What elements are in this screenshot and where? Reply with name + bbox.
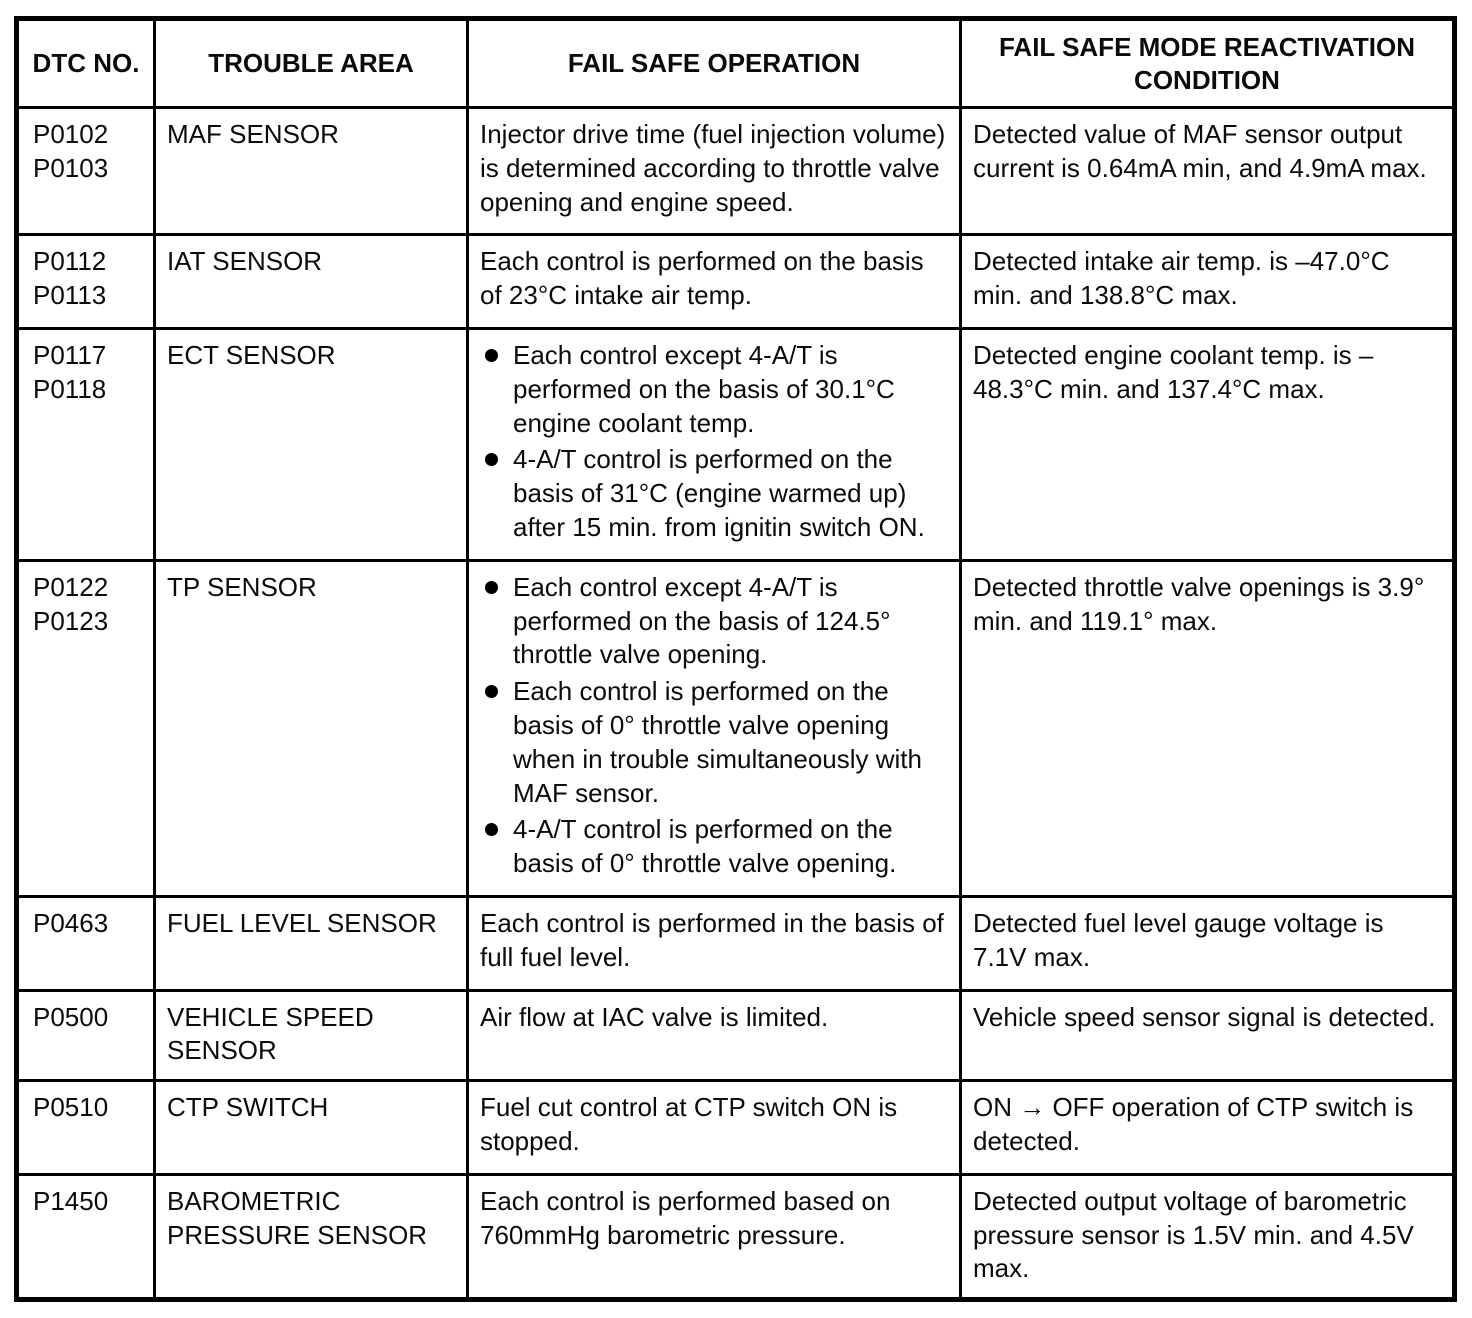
trouble-area-cell: CTP SWITCH <box>155 1081 468 1175</box>
operation-item-text: 4-A/T control is performed on the basis of 0° throttle valve opening. <box>513 814 897 879</box>
dtc-code: P0123 <box>33 605 109 636</box>
operation-item-text: Air flow at IAC valve is limited. <box>480 1001 829 1032</box>
reactivation-cell: Detected throttle valve openings is 3.9° min. and 119.1° max. <box>961 560 1455 896</box>
trouble-area-cell: MAF SENSOR <box>155 108 468 235</box>
operation-item <box>480 675 948 810</box>
reactivation-cell: Detected output voltage of barometric pressure sensor is 1.5V min. and 4.5V max. <box>961 1174 1455 1299</box>
dtc-cell <box>17 108 155 235</box>
header-reactivation-condition: FAIL SAFE MODE REACTIVATION CONDITION <box>961 19 1455 108</box>
reactivation-cell: Vehicle speed sensor signal is detected. <box>961 990 1455 1081</box>
header-trouble-area: TROUBLE AREA <box>155 19 468 108</box>
operation-item-text: Each control is performed based on 760mmHg barometric pressure. <box>480 1185 891 1250</box>
header-dtc-no: DTC NO. <box>17 19 155 108</box>
dtc-code: P0102 <box>33 119 109 149</box>
operation-item <box>480 813 948 881</box>
bullet-icon <box>485 349 498 362</box>
reactivation-cell: Detected fuel level gauge voltage is 7.1V max. <box>961 896 1455 990</box>
trouble-area-cell: IAT SENSOR <box>155 235 468 329</box>
operation-item-text: Each control except 4-A/T is performed on the basis of 30.1°C engine coolant temp. <box>513 339 895 438</box>
trouble-area-cell: TP SENSOR <box>155 560 468 896</box>
operation-item <box>480 1001 948 1035</box>
operation-item <box>480 907 948 975</box>
operation-item <box>480 1091 948 1159</box>
reactivation-cell: Detected engine coolant temp. is –48.3°C min. and 137.4°C max. <box>961 328 1455 560</box>
operation-cell <box>468 990 961 1081</box>
dtc-cell <box>17 990 155 1081</box>
operation-item-text: Each control is performed in the basis of full fuel level. <box>480 907 944 972</box>
dtc-fail-safe-table <box>14 16 1457 1302</box>
operation-item-text: Injector drive time (fuel injection volume) is determined according to throttle valve opening and engine speed. <box>480 119 946 217</box>
bullet-icon <box>485 823 498 836</box>
dtc-cell <box>17 328 155 560</box>
dtc-code: P0118 <box>33 373 107 404</box>
table-row <box>17 990 1455 1081</box>
operation-cell <box>468 896 961 990</box>
dtc-cell <box>17 560 155 896</box>
table-row <box>17 560 1455 896</box>
operation-cell <box>468 328 961 560</box>
table-row <box>17 1081 1455 1175</box>
operation-item <box>480 339 948 440</box>
operation-item <box>480 245 948 313</box>
dtc-code: P0510 <box>33 1092 109 1123</box>
trouble-area-cell: VEHICLE SPEED SENSOR <box>155 990 468 1081</box>
dtc-cell <box>17 235 155 329</box>
operation-cell <box>468 560 961 896</box>
trouble-area-cell: BAROMETRIC PRESSURE SENSOR <box>155 1174 468 1299</box>
operation-item <box>480 118 948 219</box>
table-row <box>17 235 1455 329</box>
bullet-icon <box>485 453 498 466</box>
table-header <box>17 19 1455 108</box>
dtc-code: P0463 <box>33 907 109 938</box>
trouble-area-cell: ECT SENSOR <box>155 328 468 560</box>
dtc-cell <box>17 1081 155 1175</box>
operation-item-text: Each control except 4-A/T is performed on the basis of 124.5° throttle valve opening. <box>513 571 891 670</box>
reactivation-cell: Detected value of MAF sensor output current is 0.64mA min, and 4.9mA max. <box>961 108 1455 235</box>
dtc-code: P1450 <box>33 1185 109 1216</box>
bullet-icon <box>485 581 498 594</box>
dtc-cell <box>17 1174 155 1299</box>
operation-item-text: Fuel cut control at CTP switch ON is stopped. <box>480 1092 898 1156</box>
operation-cell <box>468 1174 961 1299</box>
table-body <box>17 108 1455 1300</box>
operation-item <box>480 443 948 544</box>
table-row <box>17 328 1455 560</box>
operation-cell <box>468 108 961 235</box>
dtc-code: P0500 <box>33 1001 109 1032</box>
header-row <box>17 19 1455 108</box>
operation-cell <box>468 1081 961 1175</box>
table-row <box>17 1174 1455 1299</box>
operation-item-text: Each control is performed on the basis of 0° throttle valve opening when in trouble simultaneously with MAF sensor. <box>513 676 922 808</box>
reactivation-cell: Detected intake air temp. is –47.0°C min. and 138.8°C max. <box>961 235 1455 329</box>
dtc-code: P0112 <box>33 246 107 277</box>
dtc-code: P0122 <box>33 571 109 602</box>
bullet-icon <box>485 685 498 698</box>
header-fail-safe-operation: FAIL SAFE OPERATION <box>468 19 961 108</box>
operation-item-text: Each control is performed on the basis of 23°C intake air temp. <box>480 246 924 311</box>
reactivation-cell: ON → OFF operation of CTP switch is detected. <box>961 1081 1455 1175</box>
operation-item-text: 4-A/T control is performed on the basis of 31°C (engine warmed up) after 15 min. from ignitin switch ON. <box>513 444 925 542</box>
operation-item <box>480 571 948 672</box>
operation-cell <box>468 235 961 329</box>
dtc-code: P0117 <box>33 339 107 370</box>
table-row <box>17 896 1455 990</box>
operation-item <box>480 1185 948 1253</box>
dtc-code: P0103 <box>33 152 109 183</box>
dtc-cell <box>17 896 155 990</box>
trouble-area-cell: FUEL LEVEL SENSOR <box>155 896 468 990</box>
dtc-code: P0113 <box>33 280 107 311</box>
table-row <box>17 108 1455 235</box>
